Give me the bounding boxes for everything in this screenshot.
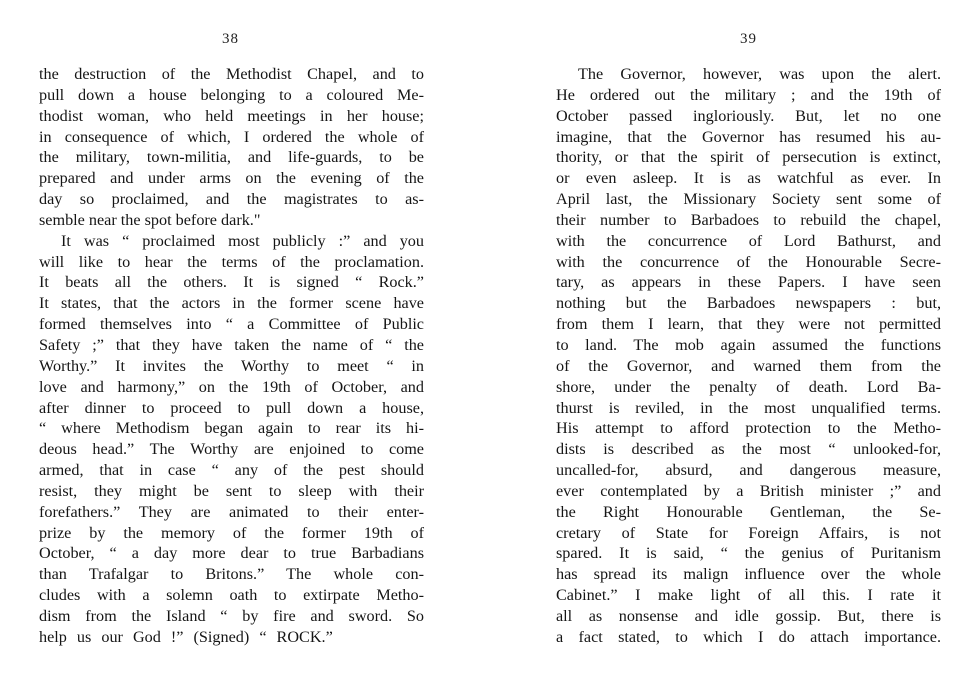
text-line: with the concurrence of Lord Bathurst, and xyxy=(556,231,941,250)
text-line: October, “ a day more dear to true Barbadians xyxy=(39,544,424,563)
text-line: thodist woman, who held meetings in her house; xyxy=(39,106,424,125)
text-line: shore, under the penalty of death. Lord Ba- xyxy=(556,377,941,396)
text-line: day so proclaimed, and the magistrates to as- xyxy=(39,190,424,209)
text-line: armed, that in case “ any of the pest should xyxy=(39,461,424,480)
text-line: ever contemplated by a British minister ;” and xyxy=(556,481,941,500)
text-line: a fact stated, to which I do attach importance. xyxy=(556,627,941,646)
text-line: thority, or that the spirit of persecution is extinct, xyxy=(556,148,941,167)
text-line: dism from the Island “ by fire and sword. So xyxy=(39,606,424,625)
text-line: tary, as appears in these Papers. I have seen xyxy=(556,273,941,292)
text-line: cludes with a solemn oath to extirpate Metho- xyxy=(39,586,424,605)
text-line: their number to Barbadoes to rebuild the chapel, xyxy=(556,210,941,229)
text-line: uncalled-for, absurd, and dangerous measure, xyxy=(556,461,941,480)
text-line: semble near the spot before dark." xyxy=(39,210,261,229)
signature-line: help us our God !” (Signed) “ ROCK.” xyxy=(39,627,333,646)
text-line: nothing but the Barbadoes newspapers : but, xyxy=(556,294,941,313)
text-line: or even asleep. It is as watchful as ever. In xyxy=(556,169,941,188)
right-page xyxy=(490,0,980,693)
page-number: 39 xyxy=(740,31,757,47)
text-line: the military, town-militia, and life-guards, to be xyxy=(39,148,424,167)
text-line: Worthy.” It invites the Worthy to meet “ in xyxy=(39,356,424,375)
text-line: with the concurrence of the Honourable Secre- xyxy=(556,252,941,271)
text-line: spared. It is said, “ the genius of Puritanism xyxy=(556,544,941,563)
text-line: It was “ proclaimed most publicly :” and you xyxy=(61,231,424,250)
text-line: pull down a house belonging to a coloured Me- xyxy=(39,85,424,104)
text-line: than Trafalgar to Britons.” The whole con- xyxy=(39,565,424,584)
text-line: October passed ingloriously. But, let no one xyxy=(556,106,941,125)
text-line: His attempt to afford protection to the Metho- xyxy=(556,419,941,438)
text-line: prepared and under arms on the evening of the xyxy=(39,169,424,188)
text-line: resist, they might be sent to sleep with their xyxy=(39,481,424,500)
text-line: Safety ;” that they have taken the name of “ the xyxy=(39,335,424,354)
text-line: to land. The mob again assumed the functions xyxy=(556,335,941,354)
text-line: Cabinet.” I make light of all this. I rate it xyxy=(556,586,941,605)
text-line: the Right Honourable Gentleman, the Se- xyxy=(556,502,941,521)
text-line: It states, that the actors in the former scene have xyxy=(39,294,424,313)
text-line: all as nonsense and idle gossip. But, there is xyxy=(556,606,941,625)
text-line: imagine, that the Governor has resumed his au- xyxy=(556,127,941,146)
text-line: The Governor, however, was upon the alert. xyxy=(578,65,941,83)
text-line: thurst is reviled, in the most unqualified terms. xyxy=(556,398,941,417)
text-line: formed themselves into “ a Committee of Public xyxy=(39,315,424,334)
text-line: has spread its malign influence over the whole xyxy=(556,565,941,584)
text-line: dists is described as the most “ unlooked-for, xyxy=(556,440,941,459)
text-line: of the Governor, and warned them from the xyxy=(556,356,941,375)
page-body-text xyxy=(556,64,941,648)
text-line: forefathers.” They are animated to their enter- xyxy=(39,502,424,521)
text-line: April last, the Missionary Society sent some of xyxy=(556,190,941,209)
page-number: 38 xyxy=(222,31,239,47)
text-line: prize by the memory of the former 19th of xyxy=(39,523,424,542)
text-line: after dinner to proceed to pull down a house, xyxy=(39,398,424,417)
text-line: in consequence of which, I ordered the whole of xyxy=(39,127,424,146)
text-line: will like to hear the terms of the proclamation. xyxy=(39,252,424,271)
text-line: cretary of State for Foreign Affairs, is not xyxy=(556,523,941,542)
page-body-text xyxy=(39,64,424,648)
text-line: It beats all the others. It is signed “ Rock.” xyxy=(39,273,424,292)
text-line: He ordered out the military ; and the 19th of xyxy=(556,85,941,104)
text-line: the destruction of the Methodist Chapel, and to xyxy=(39,65,424,83)
text-line: love and harmony,” on the 19th of October, and xyxy=(39,377,424,396)
text-line: “ where Methodism began again to rear its hi- xyxy=(39,419,424,438)
text-line: from them I learn, that they were not permitted xyxy=(556,315,941,334)
text-line: deous head.” The Worthy are enjoined to come xyxy=(39,440,424,459)
